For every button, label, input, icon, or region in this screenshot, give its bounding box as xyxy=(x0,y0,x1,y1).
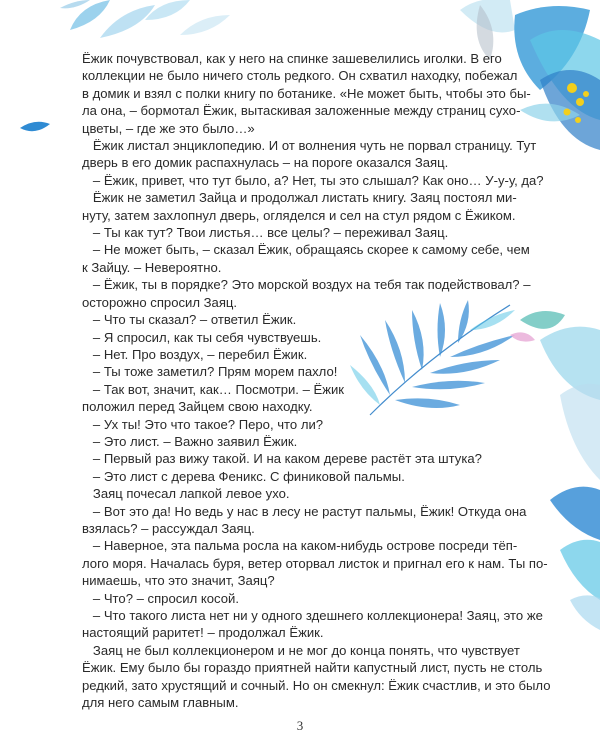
text-line: – Не может быть, – сказал Ёжик, обращаясь скорее к самому себе, чем xyxy=(82,242,530,258)
text-line: – Ёжик, привет, что тут было, а? Нет, ты это слышал? Как оно… У-у-у, да? xyxy=(82,172,544,188)
text-line: – Ты тоже заметил? Прям морем пахло! xyxy=(82,364,338,380)
text-line: коллекции не было ничего столь редкого. Он схватил находку, побежал xyxy=(82,68,518,84)
text-line: – Что ты сказал? – ответил Ёжик. xyxy=(82,312,297,328)
text-line: осторожно спросил Заяц. xyxy=(82,294,238,310)
text-line: Заяц почесал лапкой левое ухо. xyxy=(82,486,290,502)
text-line: нимаешь, что это значит, Заяц? xyxy=(82,573,275,589)
left-edge-leaf-illustration xyxy=(20,118,50,138)
text-line: Заяц не был коллекционером и не мог до конца понять, что чувствует xyxy=(82,642,520,658)
text-line: Ёжик почувствовал, как у него на спинке зашевелились иголки. В его xyxy=(82,51,502,66)
text-line: – Первый раз вижу такой. И на каком дереве растёт эта штука? xyxy=(82,451,482,467)
text-line: – Это лист. – Важно заявил Ёжик. xyxy=(82,433,298,449)
top-left-leaves-illustration xyxy=(60,0,260,50)
text-line: Ёжик не заметил Зайца и продолжал листать книгу. Заяц постоял ми- xyxy=(82,190,517,206)
text-line: – Ух ты! Это что такое? Перо, что ли? xyxy=(82,416,324,432)
text-line: – Что такого листа нет ни у одного здешнего коллекционера! Заяц, это же xyxy=(82,608,543,623)
text-line: – Ты как тут? Твои листья… все целы? – переживал Заяц. xyxy=(82,225,449,241)
text-line: – Что? – спросил косой. xyxy=(82,590,239,606)
text-line: для него самым главным. xyxy=(82,695,239,711)
text-line: дверь в его домик распахнулась – на пороге оказался Заяц. xyxy=(82,155,449,171)
page-number: 3 xyxy=(296,718,304,733)
text-line: ла она, – бормотал Ёжик, вытаскивая заложенные между страниц сухо- xyxy=(82,103,521,119)
text-line: – Наверное, эта пальма росла на каком-нибудь острове посреди тёп- xyxy=(82,538,518,554)
text-line: – Ёжик, ты в порядке? Это морской воздух на тебя так подействовал? – xyxy=(82,277,531,293)
text-line: положил перед Зайцем свою находку. xyxy=(82,399,313,415)
text-line: – Я спросил, как ты себя чувствуешь. xyxy=(82,329,322,345)
text-line: в домик и взял с полки книгу по ботанике. «Не может быть, чтобы это бы- xyxy=(82,85,531,101)
text-line: взялась? – рассуждал Заяц. xyxy=(82,520,255,536)
text-line: – Вот это да! Но ведь у нас в лесу не растут пальмы, Ёжик! Откуда она xyxy=(82,503,527,519)
story-text xyxy=(82,50,552,711)
text-line: – Так вот, значит, как… Посмотри. – Ёжик xyxy=(82,381,345,397)
text-line: редкий, зато хрустящий и сочный. Но он смекнул: Ёжик счастлив, и это было xyxy=(82,677,551,693)
text-line: лого моря. Началась буря, ветер оторвал листок и пригнал его к нам. Ты по- xyxy=(82,555,548,571)
text-line: к Зайцу. – Невероятно. xyxy=(82,259,222,275)
text-line: – Это лист с дерева Феникс. С финиковой пальмы. xyxy=(82,468,405,484)
text-line: Ёжик листал энциклопедию. И от волнения чуть не порвал страницу. Тут xyxy=(82,138,537,154)
text-line: настоящий раритет! – продолжал Ёжик. xyxy=(82,625,324,641)
text-line: – Нет. Про воздух, – перебил Ёжик. xyxy=(82,346,308,362)
text-line: цветы, – где же это было…» xyxy=(82,120,255,136)
text-line: нуту, затем захлопнул дверь, огляделся и сел на стул рядом с Ёжиком. xyxy=(82,207,516,223)
text-line: Ёжик. Ему было бы гораздо приятней найти капустный лист, пусть не столь xyxy=(82,660,543,676)
